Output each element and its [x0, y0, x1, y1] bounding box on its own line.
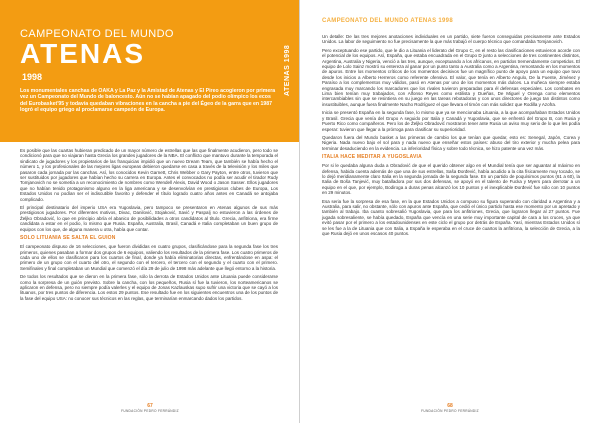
- chapter-kicker: CAMPEONATO DEL MUNDO: [20, 28, 174, 40]
- body-paragraph: Inicia se presentó España en la segunda fase, lo mismo que ya se mencionaba Lituania, a la que acompañaban Estados Unidos y Brasil. Grecia que venía del Grupo A seguido por Italia y Canadá y Yugoslavia, que se enfrentó del Grupo B, con Rusia y Puerto Rico como compañeros. Pero los de Željko Obradović mostraron tener ante Rusia un aviso muy serio de lo que les podía esperar: tuvieron que llegar a la prórroga para clasificar su superioridad.: [322, 110, 580, 132]
- section-subhead: SOLO LITUANIA SE SALTA EL GUION: [20, 235, 116, 242]
- body-paragraph: Pero exceptuando ese partido, que le dio a Lituania el liderato del Grupo C, en el resto las clasificaciones estuvieron acorde con el potencial de los equipos. Así, España, que estaba encuadrada en el Grupo D junto a selecciones de tres continentes distintos, Argentina, Australia y Nigeria, venció a las tres, aunque, exceptuando a los africanos, en partidos tremendamente competidos. El equipo de Lolo Sainz mostró su entereza al ganar por un punto tanto a Australia como a Argentina, remontando en los momentos de apuros. Entre los momentos críticos de los momentos decisivos fue un magnífico punto de apoyo para un equipo que tuvo desde los inicios a Alberto Herreros como referente ofensivo. El valor, que tenía en Alberto Angulo, De la Fuente, Jiménez y Paraíso a los complementos muy válidos, pasó en Atenas por uno de los momentos más dulces. La muñeca siempre estaba engrasada muy marcando los marcadores que los rivales tuvieron preparadas para él defensas especiales. Los combates en Lima bien tenían muy trabajados, con Alfonso Reyes como estilista y Dueñas, De Miguel y Orenga como elementos intercambiables sin que se resintiera en su juego en las tareas rebotadoras y con unos directores de juego tan distintos como insustituibles, aunque fuera finalmente Nacho Rodríguez el que llevara el timón con más solidez que Rodilla y Azofra.: [322, 47, 580, 107]
- body-paragraph: El campeonato dispuso de 16 selecciones, que fueron divididas en cuatro grupos, clasificándose para la segunda fase los tres primeros, quienes pasaban a formar dos grupos de 6 equipos, valiendo los resultados de la primera fase. Los cuatro primeros de cada uno de ellos se clasificaron para los cuartos de final, donde ya había eliminatorias directas, enfrentándose en aspa: el primero de un grupo con el cuarto del otro, el segundo con el tercero, el tercero con el segundo y el cuarto con el primero. Semifinales y final completaban un Mundial que comenzó el día 29 de julio de 1998 más adelante que llegó entorno a la historia.: [20, 244, 278, 271]
- chapter-title: ATENAS: [20, 38, 146, 69]
- left-body-text: [20, 148, 278, 304]
- vertical-side-label: ATENAS 1998: [284, 44, 291, 96]
- body-paragraph: Un detalle: De las tres mejores anotaciones individuales en un partido, siete fueron conseguidas precisamente ante Estados Unidos. La labor de seguimiento no fue precisamente la que más trabajó el cuerpo técnico que comandaba Tomjanovich.: [322, 34, 580, 45]
- right-page: [300, 0, 600, 423]
- chapter-year: 1998: [22, 72, 43, 82]
- page-number: 68: [447, 403, 453, 409]
- body-paragraph: El principal destinatario del imperio USA era Yugoslavia, pero tampoco se presentaron en Atenas algunos de sus más prestigiosos jugadores. Por diferentes motivos, Divac, Danilović, Stojaković, Savić y Paspalj no estuvieron a las órdenes de Željko Obradović, lo que en principio abría el abanico de posibilidades a otros candidatos al título. Grecia, anfitriona, era firme candidata a estar en el podio, lo mismo que Rusia. España, Australia, Brasil, Canadá e Italia completaban un buen grupo de equipos con los que, de alguna manera u otra, había que contar.: [20, 205, 278, 232]
- page-number: 67: [147, 403, 153, 409]
- page-credit: FUNDACIÓN PEDRO FERRÁNDIZ: [421, 409, 479, 413]
- body-paragraph: Quedaron fuera del Mundo basket a las primeras de cambio los que tenían que quedar, esto es: Senegal, Japón, Corea y Nigeria. Nada nuevo bajo el sol para y nada nuevo que enseñar estos países: abuso del tiro exterior y mucha pelea para terminar desaduciendo en la evidencia. La inferioridad física y sobre todo técnica, se hizo patente una vez más.: [322, 134, 580, 151]
- page-credit: FUNDACIÓN PEDRO FERRÁNDIZ: [121, 409, 179, 413]
- body-paragraph: Es posible que las cuartas hubieran predicado de un mayor número de estrellas que las que finalmente acudieron, pero todo se condicionó para que no viajaran hasta Grecia los grandes jugadores de la NBA. El conflicto que mantuvo durante la temporada el sindicato de jugadores y los propietarios de las franquicias impidió que un nuevo Dream Team, que también se había hecho el número 1, y los profesionales de las mejores ligas europeas debieron quedarse en casa a través de la televisión y los miles que pasaron cada jornada por las canchas. Así, los conocidos Kevin Garnett, Chris Webber o Gary Payton, entre otros, tuvieron que ser sustituidos por jugadores que habían hecho su carrera en Europa. Antes el convocados no podía ser acudir el tirador Rudy Tomjanovich no se sometía a un reconocimiento de nombres como Wendell Alexis, David Wood o Jason Sasser. Ellos jugadores que no habían tenido protagonismo alguno en la liga americana y se desenvolvían en prestigiosos clubes de Europa, Los Estados Unidos no podían ser el indiscutible favorito y defender el título logrado cuatro años antes en Canadá se antojaba complicado.: [20, 148, 278, 202]
- body-paragraph: De todos los resultados que se dieron en la primera fase, sólo la derrota de Estados Unidos ante Lituania puede considerarse como la sorpresa de un guión previsto. Sobre la cancha, con los pequeños, Rusia sí fue la tuvieron, los norteamericanos se aplicaron en defensa, pero no siempre podía valerles y el equipo de Jonas Kazlauskas supo sufrir una victoria que se cayó a los lituanos, por tres puntos de diferencia. Los estos 29 puntos. Ese resultado fue en los siguientes encuentros una de los puntos de la fase del equipo USA: no conocer sus técnicos en las reglas, que terminarían enmarcando dados los partidos.: [20, 274, 278, 301]
- body-paragraph: Esa seria fue la sorpresa de esa fase, en la que Estados Unidos a compuso su figura superando con claridad a Argentina y a Australia, para salir, no obstante, sólo con apuros ante España, que cedió el único partido hasta ese momento por un apretado y también al trabajo. Iba cuanto sobresalió Yugoslavia, que para los anfitriones, Grecia, que lograron llegar al 27 puntos. Fue jugada sobresaliente, se había quedado, España que vencía en una serie muy importante capital de cara a los cruces, ya que evitó pasar por el primero a los estadounidenses en este ciclo el grupo por detrás de España. Yasí, mientras Estados Unidos sí se les fue a la de Lituania que con Italia, a España le esperaba en el cruce de cuartos la anfitriona, la selección de Grecia, a la que Rusia dejó en unos escasos 40 puntos.: [322, 198, 580, 236]
- header-block: [0, 0, 300, 142]
- running-head: CAMPEONATO DEL MUNDO ATENAS 1998: [322, 18, 453, 24]
- left-folio: [0, 403, 300, 413]
- right-folio: [300, 403, 600, 413]
- right-body-text: [322, 34, 580, 239]
- body-paragraph: Por si le quedaba alguna duda a Obradović de que el querido obtener algo en el Mundial tenía que ser aguantar al máximo en defensa, habida cuenta además de que una de sus estrellas, Saša Đorđević, había acudido a la cita físicamente muy tocado, se lo dejó meridianamente claro Italia en la segunda jornada de la segunda fase. En un partido de poquísimos puntos (61 a 60), la Italia de Boša Tanjević, muy batalladora por sus dos defensas, se apoyó en el talento de Fucka y Myers para derrotar a un equipo en el que, por ejemplo, Bodiroga a duras penas alcanzó los 10 puntos y el inexplicable Đorđević fue sólo con 10 puntos en 29 minutos.: [322, 163, 580, 196]
- section-subhead: ITALIA HACE MEDITAR A YUGOSLAVIA: [322, 154, 422, 161]
- lead-paragraph: Los monumentales canchas de OAKA y La Paz y la Amistad de Atenas y El Pireo acogieron por primera vez un Campeonato del Mundo de baloncesto. Aún no se habían apagado del podio olímpico los ecos del Eurobasket'95 y todavía quedaban vibraciones en la cancha a pie del Égeo de la garra que en 1987 logró el equipo griego al proclamarse campeón de Europa.: [20, 88, 276, 113]
